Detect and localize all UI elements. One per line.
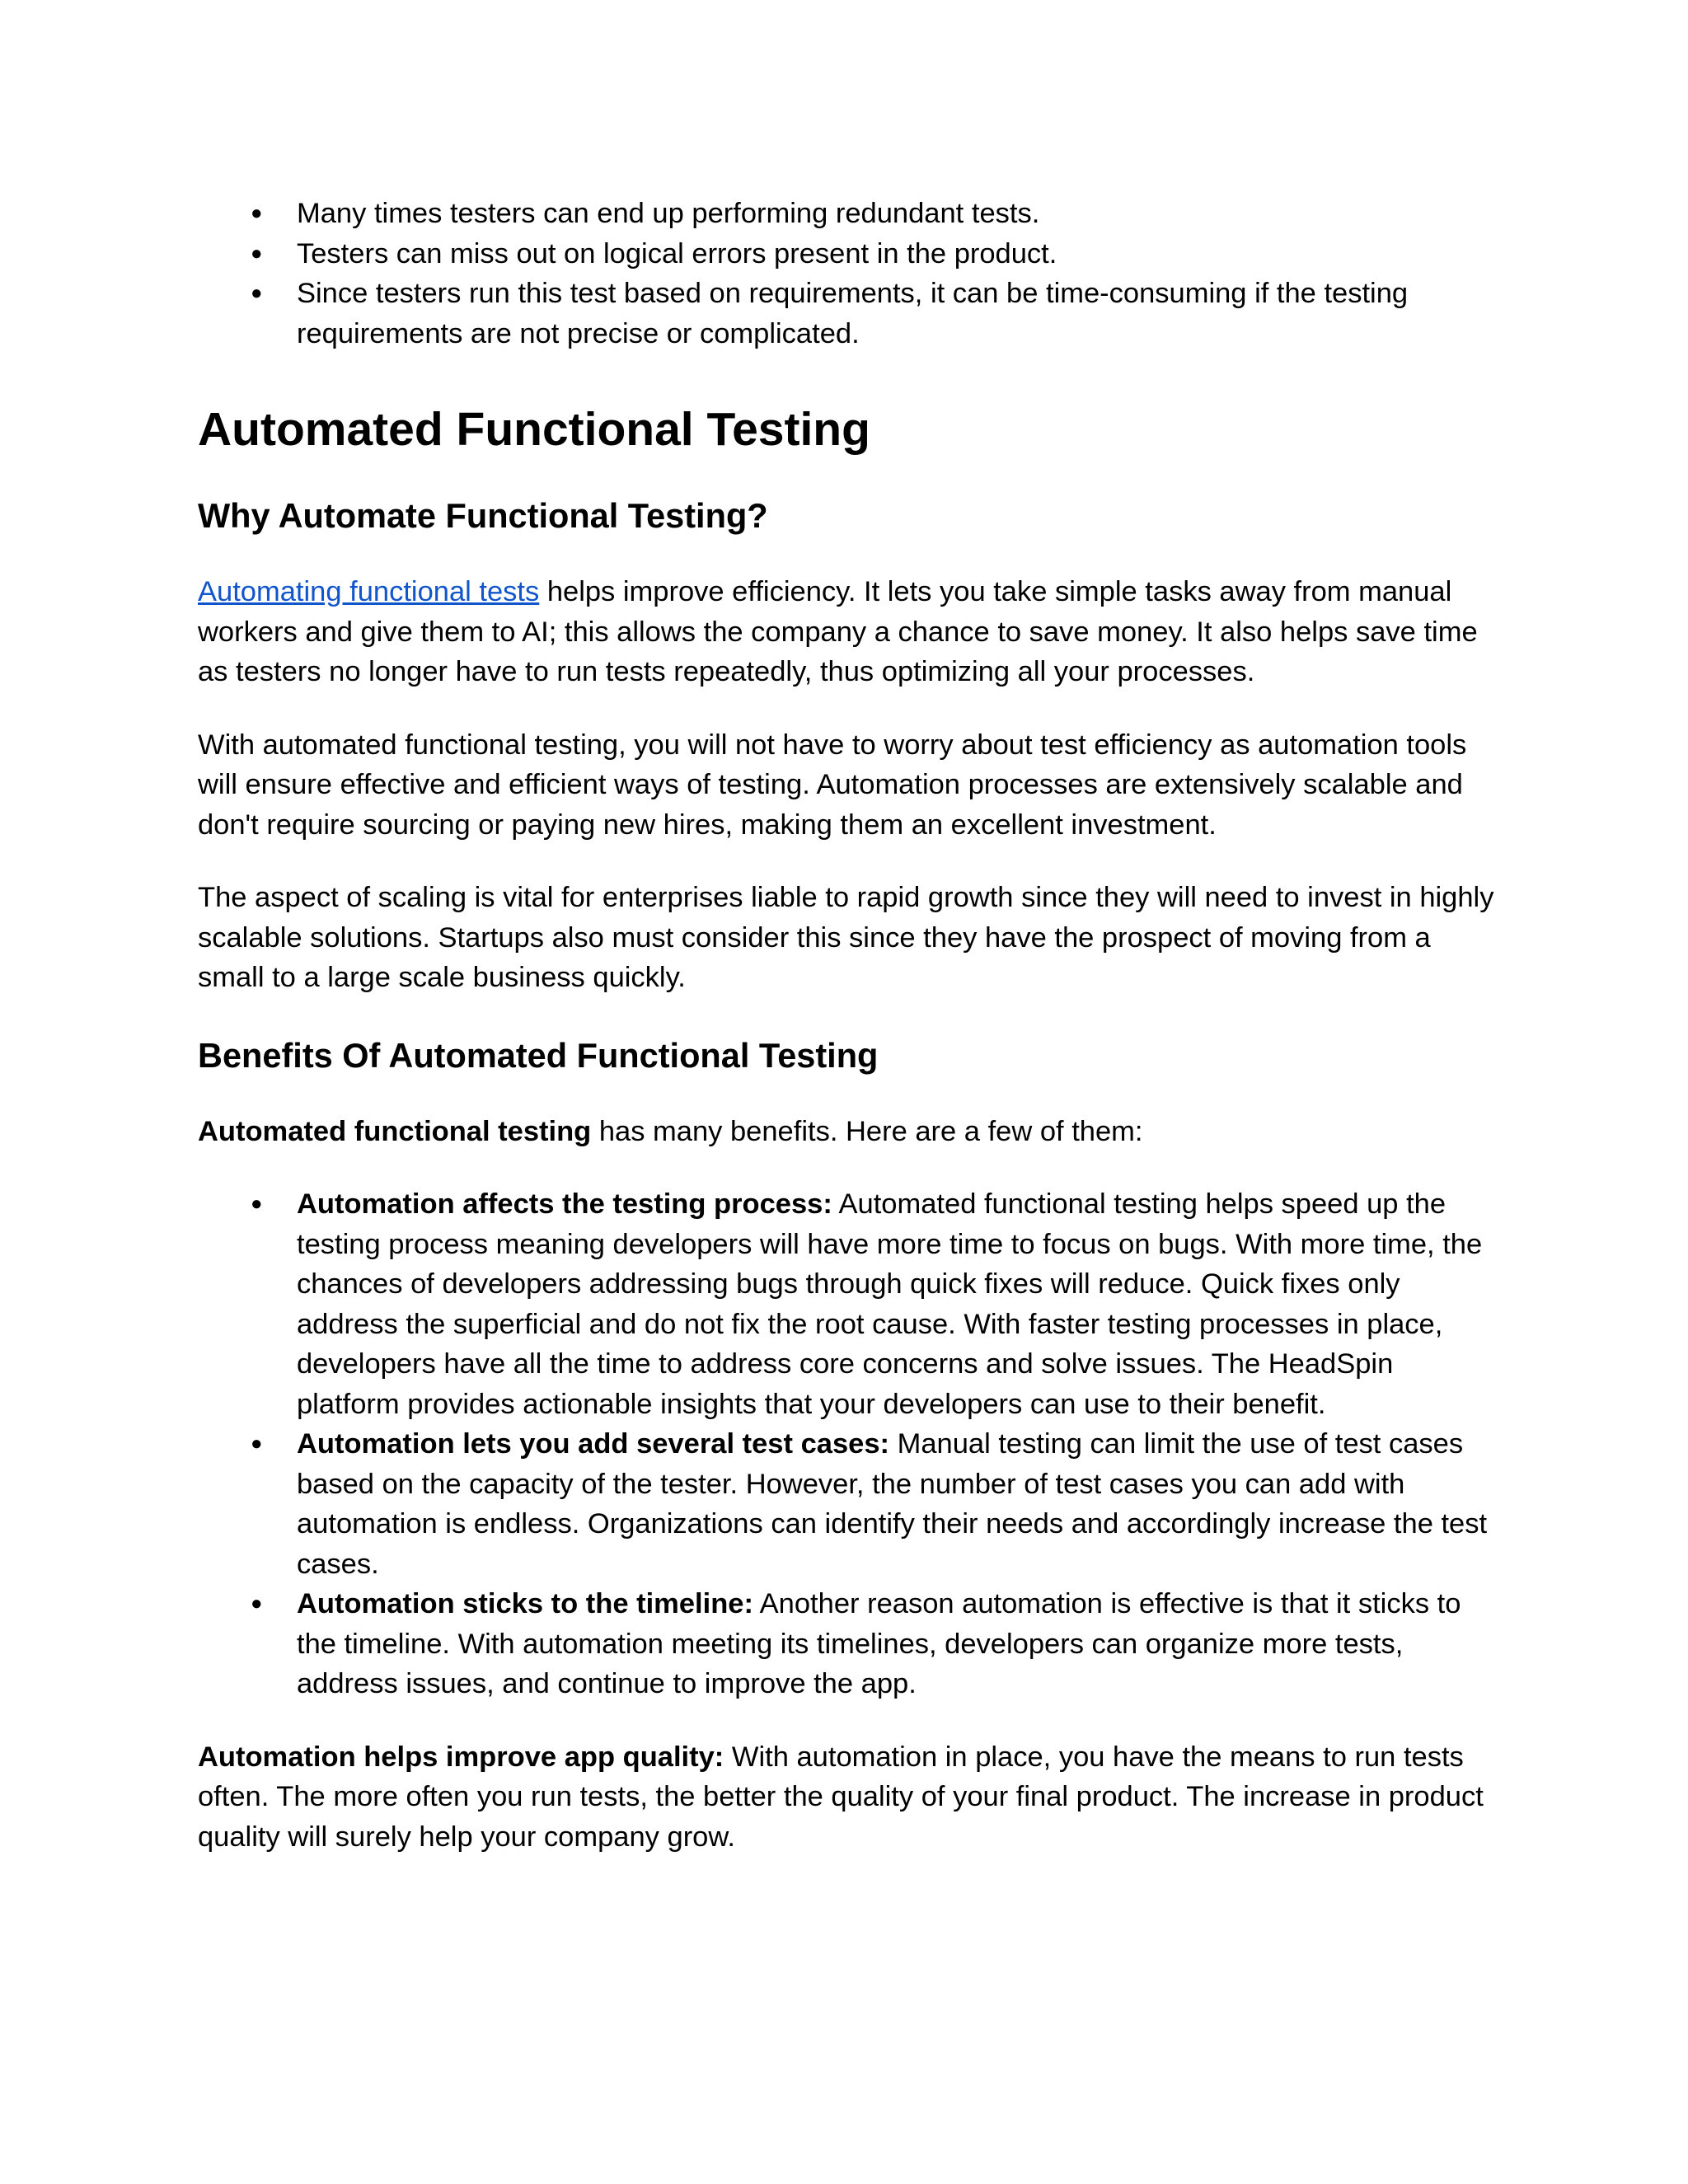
benefits-bullet-list [198, 1184, 1500, 1704]
why-paragraph-2: With automated functional testing, you will not have to worry about test efficiency as automation tools will ensure effective and efficient ways of testing. Automation processes are extensively scalable and don't require sourcing or paying new hires, making them an excellent investment. [198, 729, 1467, 841]
benefit-title: Automation sticks to the timeline: [297, 1588, 753, 1619]
bullet-icon: ● [251, 241, 263, 265]
benefit-text: Automated functional testing helps speed up the testing process meaning developers will have more time to focus on bugs. With more time, the chances of developers addressing bugs through quick fixes will reduce. Quick fixes only address the superficial and do not fix the root cause. With faster testing processes in place, developers have all the time to address core concerns and solve issues. The HeadSpin platform provides actionable insights that your developers can use to their benefit. [297, 1188, 1483, 1420]
bullet-icon: ● [251, 1592, 263, 1615]
subheading-why-automate: Why Automate Functional Testing? [198, 496, 768, 535]
benefits-intro-paragraph [198, 1112, 1500, 1152]
bullet-icon: ● [251, 282, 263, 304]
list-item [198, 1184, 1500, 1424]
bullet-icon: ● [251, 1193, 263, 1215]
bullet-icon: ● [251, 202, 263, 224]
list-item [198, 194, 1500, 234]
app-quality-paragraph [198, 1737, 1500, 1858]
document-page [198, 194, 1500, 1857]
intro-bullet-list [198, 194, 1500, 354]
why-paragraph-1 [198, 572, 1500, 692]
benefit-text: Manual testing can limit the use of test cases based on the capacity of the tester. However, the number of test cases you can add with automation is endless. Organizations can identify their needs and accordingly increase the test cases. [297, 1428, 1488, 1580]
list-item [198, 234, 1500, 274]
bullet-icon: ● [251, 1432, 263, 1455]
why-paragraph-1-text: helps improve efficiency. It lets you take simple tasks away from manual workers and give them to AI; this allows the company a chance to save money. It also helps save time as testers no longer have to run tests repeatedly, thus optimizing all your processes. [198, 576, 1478, 687]
app-quality-text: With automation in place, you have the means to run tests often. The more often you run tests, the better the quality of your final product. The increase in product quality will surely help your company grow. [198, 1741, 1484, 1853]
why-paragraph-3: The aspect of scaling is vital for enterprises liable to rapid growth since they will need to invest in highly scalable solutions. Startups also must consider this since they have the prospect of moving from a small to a large scale business quickly. [198, 882, 1494, 993]
benefit-text: Another reason automation is effective is that it sticks to the timeline. With automation meeting its timelines, developers can organize more tests, address issues, and continue to improve the app. [297, 1588, 1461, 1699]
subheading-benefits: Benefits Of Automated Functional Testing [198, 1035, 879, 1075]
list-item-text: Since testers run this test based on requirements, it can be time-consuming if the testing requirements are not precise or complicated. [297, 278, 1409, 349]
list-item [198, 1424, 1500, 1584]
benefits-intro-bold: Automated functional testing [198, 1115, 592, 1147]
list-item [198, 274, 1500, 354]
list-item-text: Testers can miss out on logical errors present in the product. [297, 237, 1057, 269]
section-heading-automated-functional-testing: Automated Functional Testing [198, 403, 870, 456]
benefit-title: Automation affects the testing process: [297, 1188, 832, 1220]
list-item-text: Many times testers can end up performing redundant tests. [297, 198, 1040, 229]
benefits-intro-text: has many benefits. Here are a few of them: [591, 1115, 1143, 1147]
automating-functional-tests-link[interactable]: Automating functional tests [198, 576, 540, 607]
list-item [198, 1584, 1500, 1704]
app-quality-bold: Automation helps improve app quality: [198, 1741, 724, 1773]
benefit-title: Automation lets you add several test cases: [297, 1428, 889, 1460]
